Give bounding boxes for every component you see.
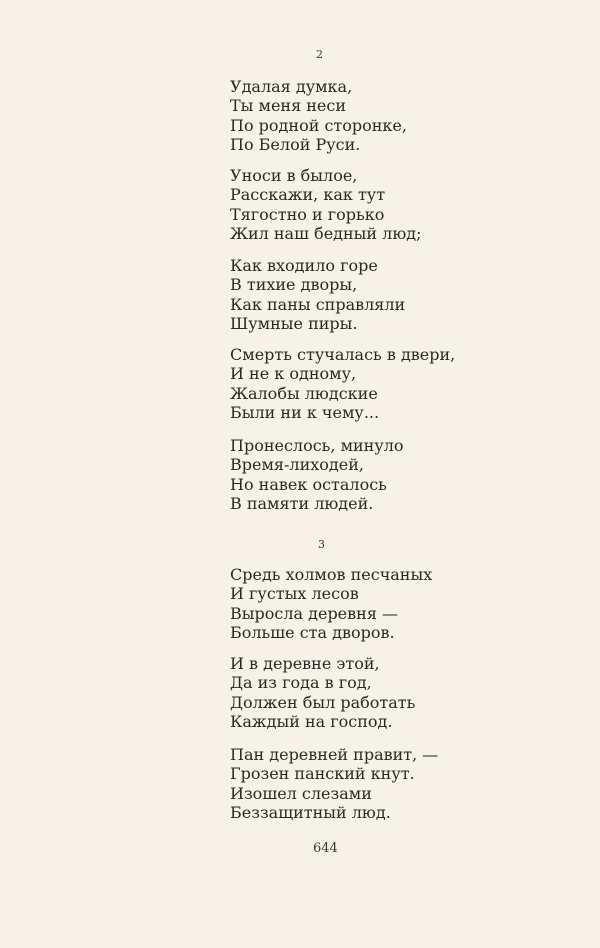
verse-line: Уноси в былое, <box>230 166 358 185</box>
verse-line: Должен был работать <box>230 692 416 712</box>
verse-line: Да из года в год, <box>230 673 372 693</box>
verse-line: Как паны справляли <box>230 294 406 314</box>
verse-line: Изошел слезами <box>230 783 372 803</box>
section-number: 2 <box>316 48 323 61</box>
stanza <box>230 345 455 423</box>
verse-line: Каждый на господ. <box>230 712 393 732</box>
verse-line: Расскажи, как тут <box>230 185 386 205</box>
verse-line: В памяти людей. <box>230 494 374 514</box>
verse-line: Средь холмов песчаных <box>230 565 433 584</box>
verse-line: Тягостно и горько <box>230 204 385 224</box>
verse-line: По родной сторонке, <box>230 115 407 135</box>
verse-line: И густых лесов <box>230 584 359 604</box>
stanza <box>230 436 404 514</box>
verse-line: Как входило горе <box>230 256 378 275</box>
verse-line: Смерть стучалась в двери, <box>230 345 456 364</box>
verse-line: В тихие дворы, <box>230 275 358 295</box>
verse-line: И в деревне этой, <box>230 654 380 673</box>
section-number: 3 <box>318 538 325 551</box>
verse-line: И не к одному, <box>230 364 357 384</box>
verse-line: Больше ста дворов. <box>230 623 395 643</box>
verse-line: Выросла деревня — <box>230 603 398 623</box>
stanza <box>230 256 405 334</box>
verse-line: Удалая думка, <box>230 77 353 96</box>
verse-line: Пан деревней правит, — <box>230 745 439 764</box>
stanza <box>230 565 432 643</box>
verse-line: Но навек осталось <box>230 474 387 494</box>
verse-line: Были ни к чему... <box>230 403 380 423</box>
verse-line: Жил наш бедный люд; <box>230 224 422 244</box>
verse-line: Грозен панский кнут. <box>230 764 415 784</box>
verse-line: Пронеслось, минуло <box>230 436 404 455</box>
verse-line: Ты меня неси <box>230 96 347 116</box>
stanza <box>230 654 415 732</box>
stanza <box>230 166 422 244</box>
verse-line: Время-лиходей, <box>230 455 364 475</box>
verse-line: Шумные пиры. <box>230 314 358 334</box>
verse-line: Жалобы людские <box>230 383 378 403</box>
page-number: 644 <box>313 841 338 856</box>
verse-line: По Белой Руси. <box>230 135 361 155</box>
verse-line: Беззащитный люд. <box>230 803 391 823</box>
stanza <box>230 745 438 823</box>
stanza <box>230 77 407 155</box>
